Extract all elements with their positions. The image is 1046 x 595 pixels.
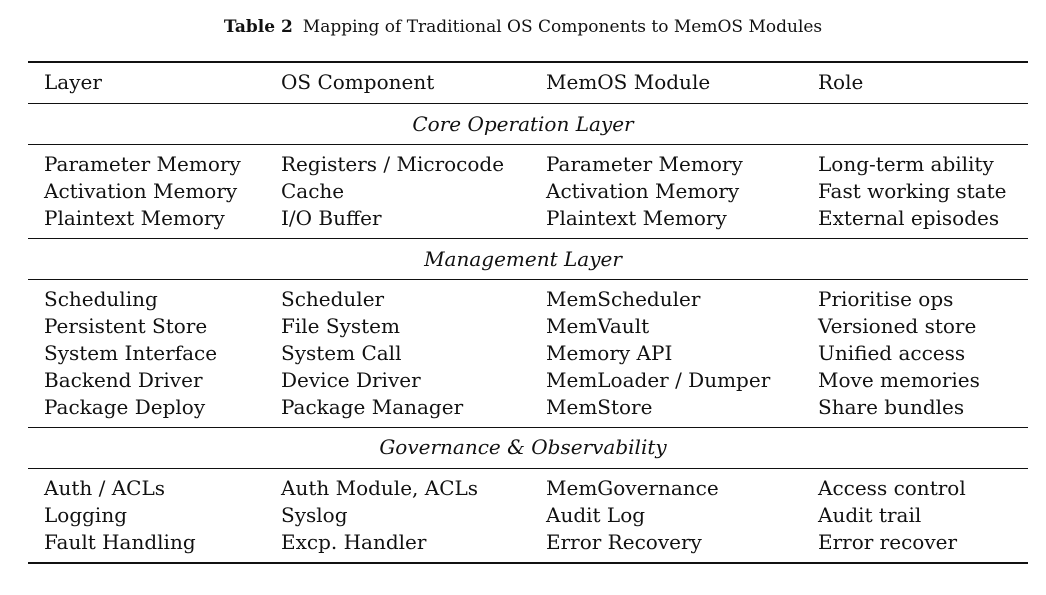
cell-role: Access control <box>818 476 966 500</box>
section-rule <box>28 144 1028 145</box>
cell-layer: Persistent Store <box>44 314 208 338</box>
cell-os-component: Excp. Handler <box>281 530 427 554</box>
cell-memos-module: Audit Log <box>546 503 646 527</box>
header-rule <box>28 103 1028 104</box>
table-row <box>0 394 1046 421</box>
cell-role: Fast working state <box>818 179 1007 203</box>
cell-memos-module: Memory API <box>546 341 673 365</box>
cell-memos-module: MemGovernance <box>546 476 719 500</box>
cell-os-component: Cache <box>281 179 345 203</box>
top-rule <box>28 61 1028 63</box>
table-row <box>0 151 1046 178</box>
header-role: Role <box>818 70 864 94</box>
cell-role: Move memories <box>818 368 980 392</box>
table-row <box>0 502 1046 529</box>
table-row <box>0 313 1046 340</box>
cell-memos-module: Plaintext Memory <box>546 206 727 230</box>
section-title-governance: Governance & Observability <box>379 435 667 459</box>
cell-os-component: Syslog <box>281 503 348 527</box>
cell-layer: Backend Driver <box>44 368 203 392</box>
cell-role: Audit trail <box>818 503 922 527</box>
cell-memos-module: MemLoader / Dumper <box>546 368 771 392</box>
table-row <box>0 286 1046 313</box>
caption-text: Mapping of Traditional OS Components to MemOS Modules <box>302 17 823 37</box>
cell-os-component: Auth Module, ACLs <box>281 476 479 500</box>
table-caption <box>0 16 1046 38</box>
section-rule <box>28 427 1028 428</box>
cell-os-component: File System <box>281 314 400 338</box>
cell-os-component: Package Manager <box>281 395 464 419</box>
section-title-core-operation: Core Operation Layer <box>412 112 634 136</box>
cell-role: External episodes <box>818 206 1000 230</box>
table-row <box>0 475 1046 502</box>
cell-memos-module: MemStore <box>546 395 653 419</box>
cell-memos-module: MemScheduler <box>546 287 701 311</box>
cell-role: Unified access <box>818 341 966 365</box>
table-row <box>0 367 1046 394</box>
section-rule <box>28 279 1028 280</box>
cell-os-component: Scheduler <box>281 287 385 311</box>
cell-os-component: Device Driver <box>281 368 421 392</box>
cell-role: Versioned store <box>818 314 977 338</box>
cell-os-component: Registers / Microcode <box>281 152 505 176</box>
cell-layer: System Interface <box>44 341 218 365</box>
cell-role: Long-term ability <box>818 152 994 176</box>
cell-layer: Auth / ACLs <box>44 476 165 500</box>
cell-role: Prioritise ops <box>818 287 954 311</box>
cell-layer: Fault Handling <box>44 530 196 554</box>
cell-memos-module: Error Recovery <box>546 530 702 554</box>
header-memos-module: MemOS Module <box>546 70 711 94</box>
section-title-management: Management Layer <box>424 247 622 271</box>
table-row <box>0 529 1046 556</box>
cell-layer: Parameter Memory <box>44 152 241 176</box>
header-row <box>0 69 1046 96</box>
cell-os-component: System Call <box>281 341 402 365</box>
table-row <box>0 205 1046 232</box>
cell-layer: Package Deploy <box>44 395 206 419</box>
section-rule <box>28 238 1028 239</box>
cell-layer: Plaintext Memory <box>44 206 225 230</box>
cell-layer: Logging <box>44 503 128 527</box>
bottom-rule <box>28 562 1028 564</box>
cell-memos-module: MemVault <box>546 314 650 338</box>
table-row <box>0 340 1046 367</box>
header-layer: Layer <box>44 70 102 94</box>
table-row <box>0 178 1046 205</box>
header-os-component: OS Component <box>281 70 435 94</box>
caption-label: Table 2 <box>223 17 293 37</box>
cell-role: Error recover <box>818 530 958 554</box>
cell-role: Share bundles <box>818 395 965 419</box>
section-rule <box>28 468 1028 469</box>
cell-layer: Activation Memory <box>44 179 238 203</box>
cell-memos-module: Activation Memory <box>546 179 740 203</box>
cell-memos-module: Parameter Memory <box>546 152 743 176</box>
cell-layer: Scheduling <box>44 287 158 311</box>
cell-os-component: I/O Buffer <box>281 206 382 230</box>
